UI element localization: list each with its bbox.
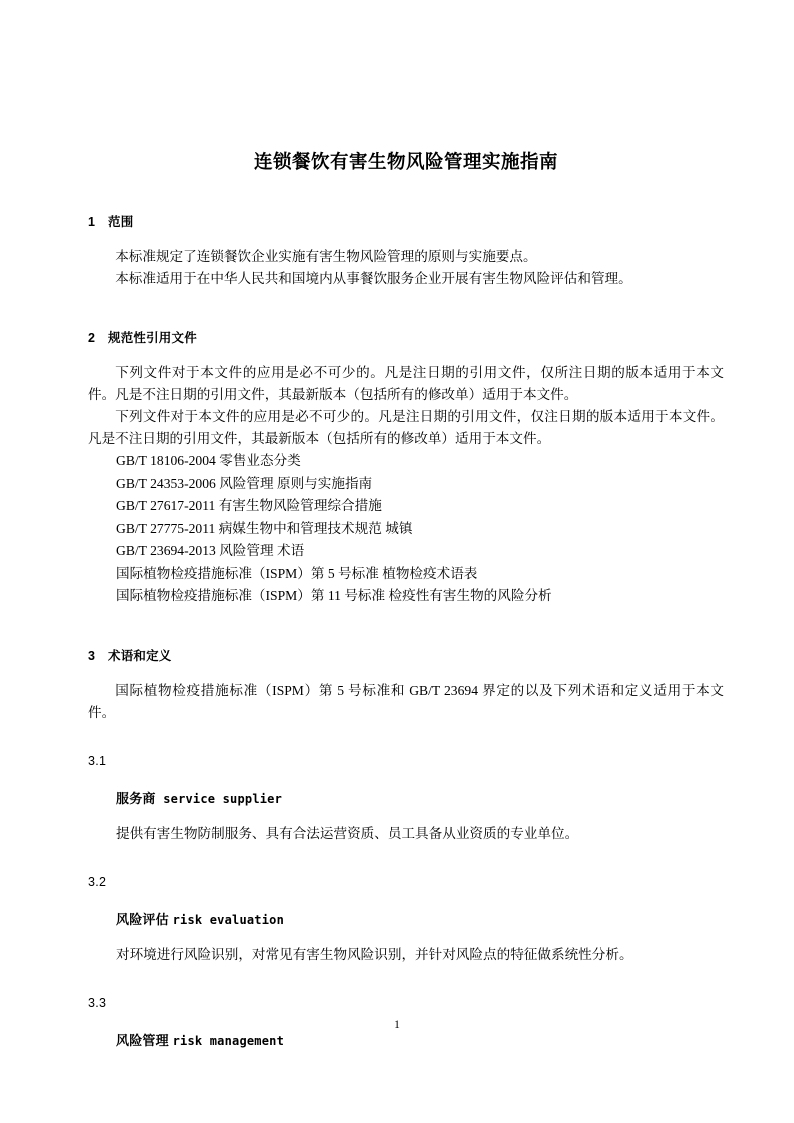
- section-heading-3: [88, 646, 724, 664]
- list-item: GB/T 27775-2011 病媒生物中和管理技术规范 城镇: [116, 520, 413, 536]
- term-definition: 提供有害生物防制服务、具有合法运营资质、员工具备从业资质的专业单位。: [116, 825, 579, 841]
- term-name-cn: 服务商: [116, 790, 156, 806]
- term-name: [88, 1030, 724, 1049]
- term-name-cn: 风险管理: [116, 1032, 169, 1048]
- section-number-1: 1: [88, 215, 96, 229]
- section-number-3: 3: [88, 648, 96, 663]
- term-name-en: risk evaluation: [172, 912, 284, 927]
- term-number: 3.3: [88, 995, 107, 1010]
- list-item: 国际植物检疫措施标准（ISPM）第 11 号标准 检疫性有害生物的风险分析: [116, 588, 552, 603]
- paragraph: 下列文件对于本文件的应用是必不可少的。凡是注日期的引用文件，仅注日期的版本适用于本文件。凡是不注日期的引用文件，其最新版本（包括所有的修改单）适用于本文件。: [88, 409, 724, 446]
- section-title-1: 范围: [108, 215, 134, 229]
- paragraph: 本标准适用于在中华人民共和国境内从事餐饮服务企业开展有害生物风险评估和管理。: [115, 271, 632, 286]
- list-item: GB/T 18106-2004 零售业态分类: [116, 453, 301, 468]
- term-name-en: risk management: [172, 1033, 284, 1048]
- term-number: 3.2: [88, 874, 107, 889]
- document-content: [88, 0, 724, 1049]
- term-number: 3.1: [88, 753, 107, 768]
- section-title-2: 规范性引用文件: [108, 331, 197, 345]
- list-item: GB/T 23694-2013 风险管理 术语: [116, 543, 305, 558]
- list-item: GB/T 27617-2011 有害生物风险管理综合措施: [116, 498, 382, 513]
- section-heading-1: [88, 212, 724, 230]
- section-heading-2: [88, 328, 724, 346]
- section-title-3: 术语和定义: [108, 648, 172, 663]
- term-name-cn: 风险评估: [116, 911, 169, 927]
- list-item: 国际植物检疫措施标准（ISPM）第 5 号标准 植物检疫术语表: [116, 565, 478, 581]
- page-title: 连锁餐饮有害生物风险管理实施指南: [253, 151, 558, 172]
- list-item: GB/T 24353-2006 风险管理 原则与实施指南: [116, 475, 373, 491]
- term-name-en: service supplier: [163, 791, 283, 806]
- term-definition: 对环境进行风险识别，对常见有害生物风险识别，并针对风险点的特征做系统性分析。: [116, 946, 633, 962]
- page-number: 1: [394, 1019, 400, 1031]
- paragraph: 本标准规定了连锁餐饮企业实施有害生物风险管理的原则与实施要点。: [115, 249, 537, 264]
- paragraph: 下列文件对于本文件的应用是必不可少的。凡是注日期的引用文件，仅所注日期的版本适用于本文件。凡是不注日期的引用文件，其最新版本（包括所有的修改单）适用于本文件。: [88, 365, 724, 402]
- term-name: [88, 909, 724, 928]
- paragraph: 国际植物检疫措施标准（ISPM）第 5 号标准和 GB/T 23694 界定的以及下列术语和定义适用于本文件。: [88, 682, 724, 720]
- section-number-2: 2: [88, 331, 96, 345]
- term-name: [88, 788, 724, 807]
